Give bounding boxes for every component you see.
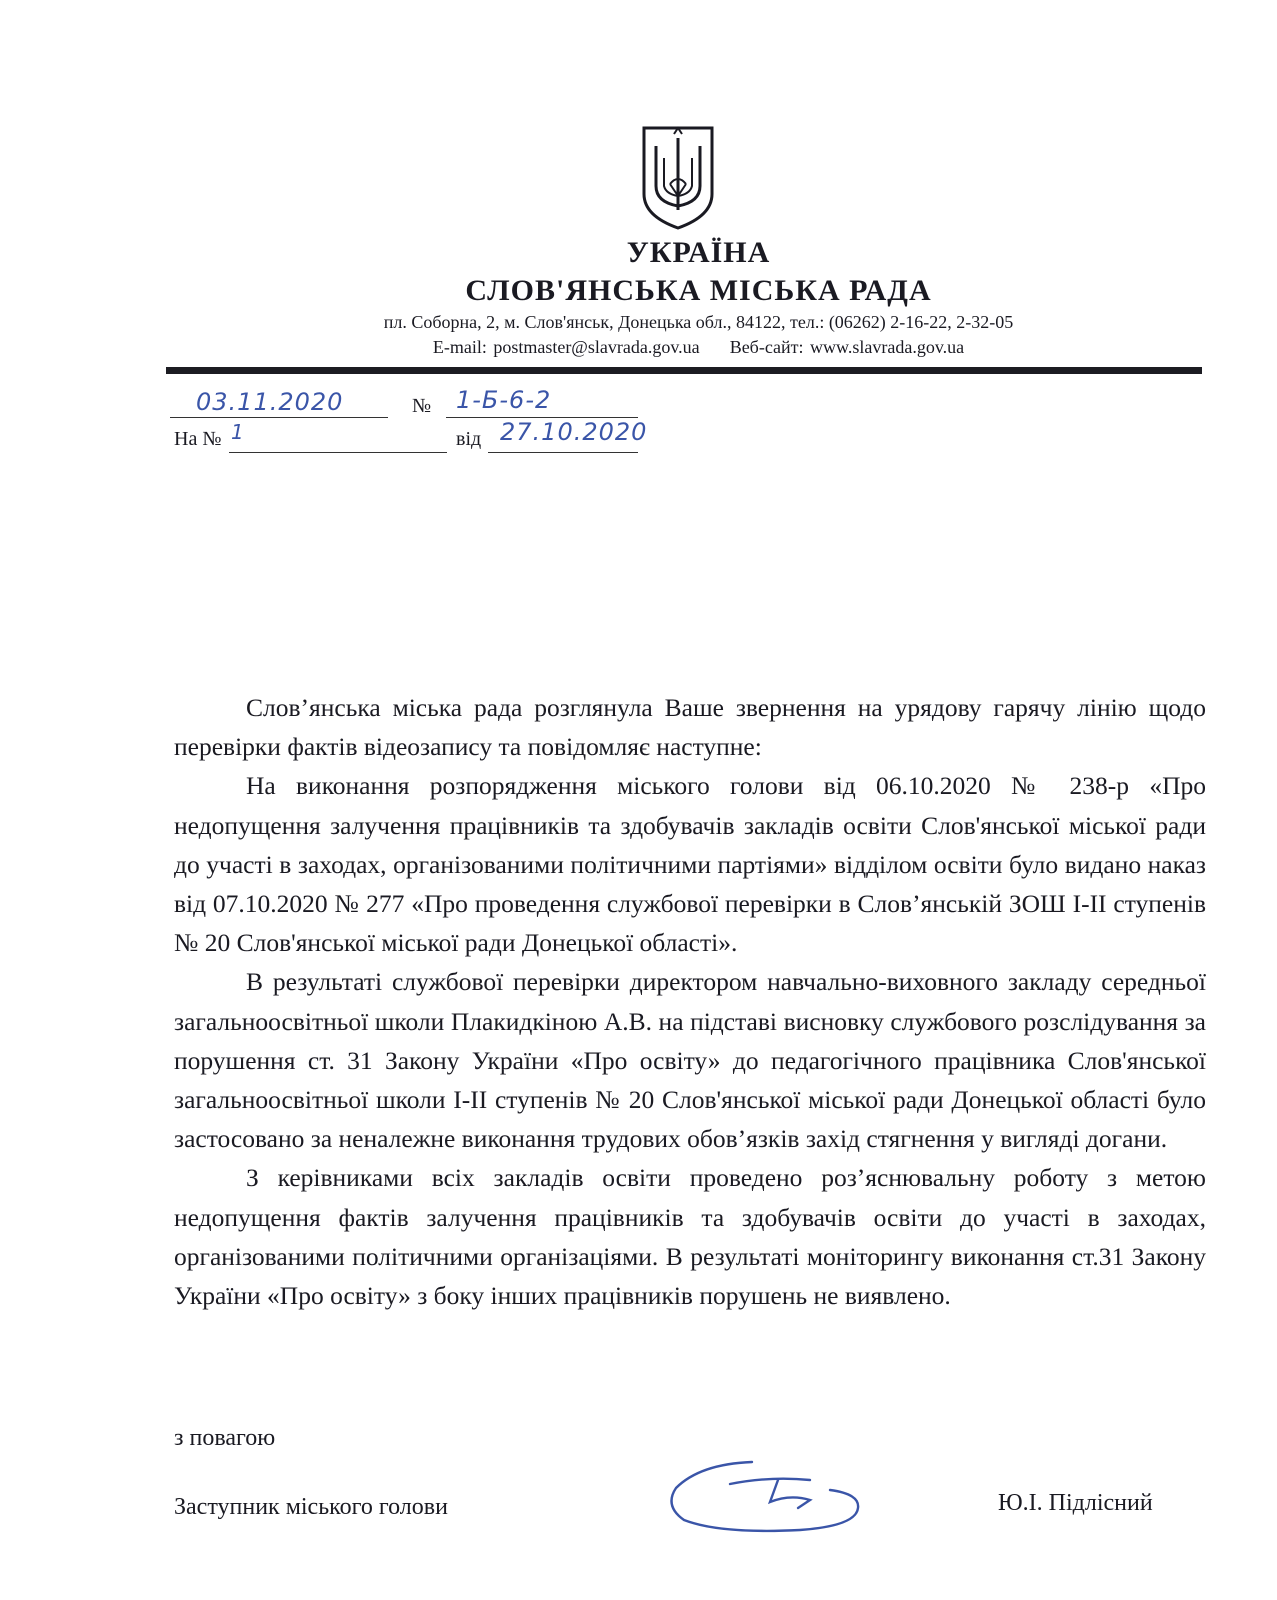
- reply-date-label: від: [456, 428, 482, 450]
- letterhead-address: пл. Соборна, 2, м. Слов'янськ, Донецька обл., 84122, тел.: (06262) 2-16-22, 2-32-05: [383, 312, 1014, 332]
- body-paragraph: Слов’янська міська рада розглянула Ваше звернення на урядову гарячу лінію щодо перевірки фактів відеозапису та повідомляє наступне:: [174, 693, 1206, 762]
- outgoing-date-underline: [170, 417, 388, 418]
- letterhead-website: Веб-сайт: www.slavrada.gov.ua: [729, 337, 965, 357]
- reply-date: 27.10.2020: [500, 418, 648, 446]
- body-paragraph: На виконання розпорядження міського голови від 06.10.2020 № 238-р «Про недопущення залучення працівників та здобувачів закладів освіти Слов'янської міської ради до участі в заходах, організованими політичними партіями» відділом освіти було видано наказ від 07.10.2020 № 277 «Про проведення службової перевірки в Слов’янській ЗОШ І-ІІ ступенів № 20 Слов'янської міської ради Донецької області».: [174, 771, 1206, 958]
- reply-date-underline: [488, 452, 638, 453]
- coat-of-arms-icon: [640, 124, 716, 232]
- letterhead-contacts: [0, 337, 1277, 358]
- letterhead-country: УКРАЇНА: [626, 236, 771, 269]
- signer-name: Ю.І. Підлісний: [998, 1490, 1153, 1516]
- letter-body: [174, 688, 1206, 1315]
- reply-number-underline: [229, 452, 447, 453]
- reply-number-label: На №: [174, 428, 222, 450]
- outgoing-date: 03.11.2020: [196, 388, 344, 416]
- letterhead-divider: [166, 367, 1202, 374]
- closing-regards: з повагою: [174, 1425, 276, 1451]
- signer-position: Заступник міського голови: [174, 1494, 448, 1520]
- body-paragraph: З керівниками всіх закладів освіти проведено роз’яснювальну роботу з метою недопущення фактів залучення працівників та здобувачів освіти до участі в заходах, організованими політичними організаціями. В результаті моніторингу виконання ст.31 Закону України «Про освіту» з боку інших працівників порушень не виявлено.: [174, 1163, 1206, 1311]
- handwritten-signature: [660, 1450, 870, 1540]
- body-paragraph: В результаті службової перевірки директором навчально-виховного закладу середньої загальноосвітньої школи Плакидкіною А.В. на підставі висновку службового розслідування за порушення ст. 31 Закону України «Про освіту» до педагогічного працівника Слов'янської загальноосвітньої школи І-ІІ ступенів № 20 Слов'янської міської ради Донецької області було застосовано за неналежне виконання трудових обов’язків захід стягнення у вигляді догани.: [174, 967, 1206, 1154]
- letterhead-email: E-mail: postmaster@slavrada.gov.ua: [432, 337, 700, 357]
- reply-number: 1: [231, 420, 245, 444]
- outgoing-number: 1-Б-6-2: [456, 386, 552, 414]
- outgoing-number-label: №: [412, 395, 432, 417]
- letterhead-council: СЛОВ'ЯНСЬКА МІСЬКА РАДА: [465, 274, 932, 307]
